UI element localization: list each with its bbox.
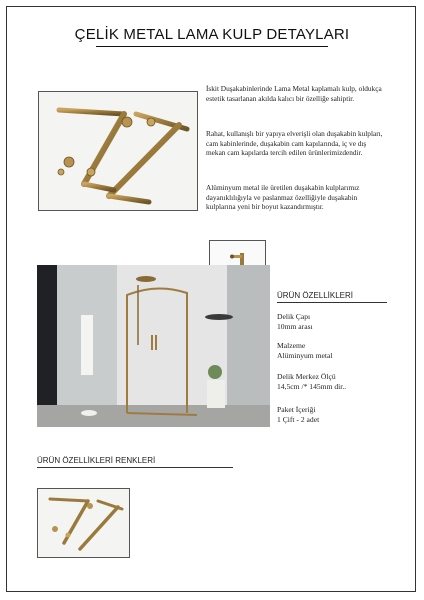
spec-value: 10mm arası — [277, 322, 313, 331]
description-paragraph-3: Alüminyum metal ile üretilen duşakabin kulplarımız dayanıklılığıyla ve paslanmaz özelliğiyle duşakabin kulplarına yeni bir boyut kazandırmıştır. — [206, 183, 360, 212]
spec-value: 1 Çift - 2 adet — [277, 415, 320, 424]
handle-color-sample-image — [37, 488, 130, 558]
title-underline — [96, 46, 328, 47]
spec-label: Delik Çapı — [277, 312, 311, 321]
spec-label: Delik Merkez Ölçü — [277, 372, 336, 381]
spec-label: Malzeme — [277, 341, 306, 350]
shower-cabin-photo — [37, 265, 270, 427]
product-features-heading: ÜRÜN ÖZELLİKLERİ — [277, 291, 354, 300]
spec-label: Paket İçeriği — [277, 405, 316, 414]
page-title: ÇELİK METAL LAMA KULP DETAYLARI — [74, 26, 350, 43]
spec-value: Alüminyum metal — [277, 351, 333, 360]
product-features-underline — [277, 302, 387, 303]
description-paragraph-2: Rahat, kullanışlı bir yapıya elverişli olan duşakabin kulpları, cam kabinlerinde, duşakabin cam kapılarında, iç ve dış mekan cam kapılarda tercih edilen ürünlerimizdendir. — [206, 129, 383, 158]
colors-section-underline — [37, 467, 233, 468]
colors-section-heading: ÜRÜN ÖZELLİKLERİ RENKLERİ — [37, 456, 156, 465]
description-paragraph-1: İskit Duşakabinlerinde Lama Metal kaplamalı kulp, oldukça estetik tasarlanan akılda kalıcı bir özelliğe sahiptir. — [206, 84, 382, 103]
spec-value: 14,5cm /* 145mm dir.. — [277, 382, 347, 391]
handle-pair-image — [38, 91, 198, 211]
